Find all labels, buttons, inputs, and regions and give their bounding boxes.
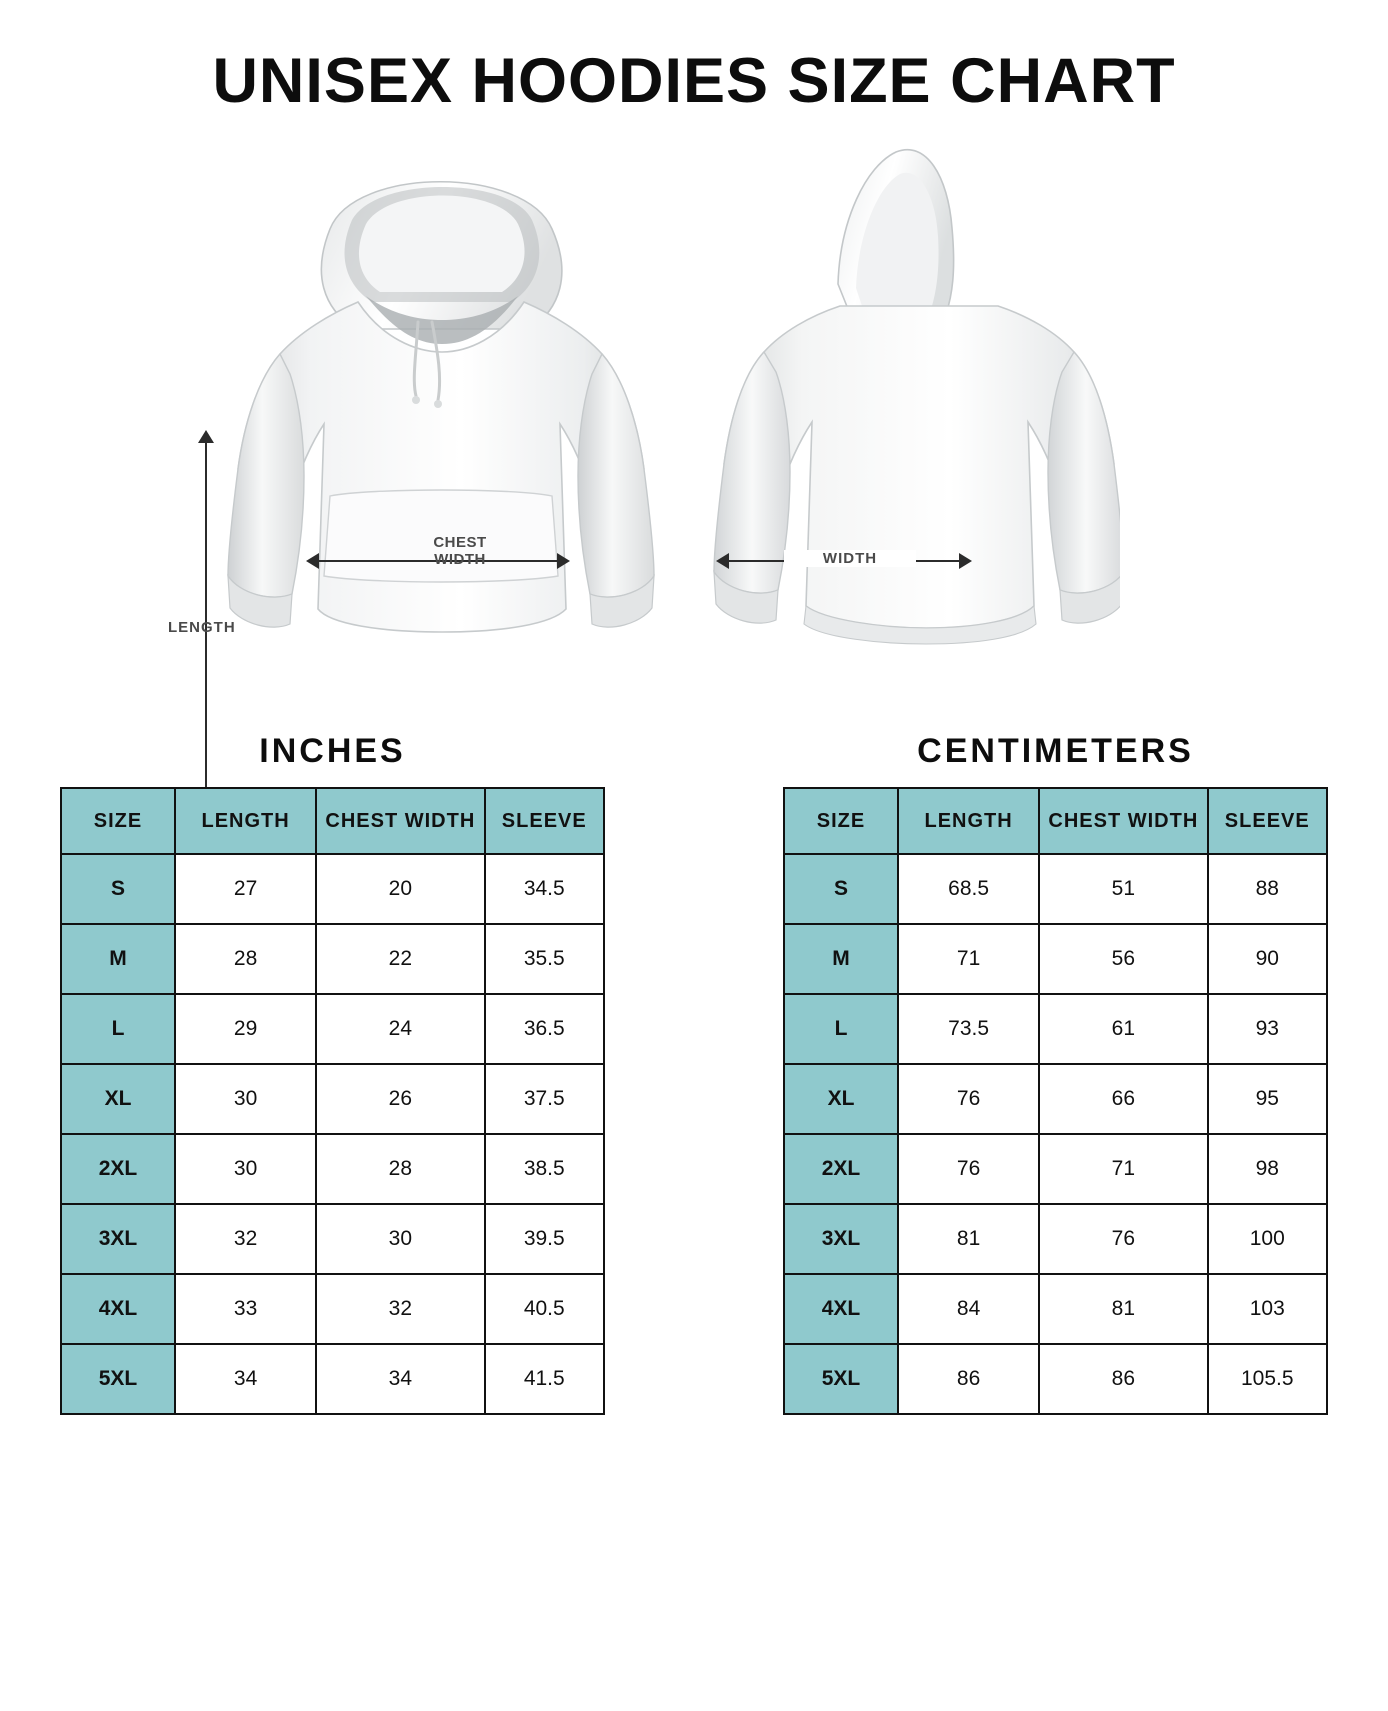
column-header-chest-width: CHEST WIDTH [1039,788,1207,854]
cell-chest-width: 30 [316,1204,484,1274]
length-measure-label: LENGTH [168,619,236,637]
size-tables [0,732,1388,1415]
column-header-size: SIZE [784,788,898,854]
table-row [61,1064,604,1134]
table-row [61,1274,604,1344]
table-row [61,1344,604,1414]
cell-sleeve: 103 [1208,1274,1327,1344]
cell-chest-width: 28 [316,1134,484,1204]
inches-table-block [60,732,605,1415]
cell-length: 29 [175,994,316,1064]
chest-width-measure-label [400,534,520,569]
cell-length: 33 [175,1274,316,1344]
hoodie-front-view [180,124,700,684]
cell-size: 2XL [784,1134,898,1204]
cell-sleeve: 35.5 [485,924,604,994]
table-row [61,1204,604,1274]
cell-length: 68.5 [898,854,1039,924]
table-row [61,1134,604,1204]
cell-chest-width: 56 [1039,924,1207,994]
inches-size-table [60,787,605,1415]
table-row [61,854,604,924]
cell-size: L [61,994,175,1064]
cell-chest-width: 24 [316,994,484,1064]
chest-width-label-line2: WIDTH [434,551,486,569]
cell-size: 4XL [784,1274,898,1344]
cell-chest-width: 76 [1039,1204,1207,1274]
cell-chest-width: 32 [316,1274,484,1344]
cell-length: 30 [175,1064,316,1134]
column-header-chest-width: CHEST WIDTH [316,788,484,854]
table-row [784,1134,1327,1204]
cell-chest-width: 71 [1039,1134,1207,1204]
cell-sleeve: 93 [1208,994,1327,1064]
cell-size: 4XL [61,1274,175,1344]
cell-sleeve: 39.5 [485,1204,604,1274]
cell-size: 5XL [61,1344,175,1414]
cell-sleeve: 105.5 [1208,1344,1327,1414]
page-title: UNISEX HOODIES SIZE CHART [212,46,1176,116]
centimeters-table-title: CENTIMETERS [917,732,1194,771]
cell-sleeve: 40.5 [485,1274,604,1344]
cell-sleeve: 41.5 [485,1344,604,1414]
cell-length: 76 [898,1134,1039,1204]
cell-length: 76 [898,1064,1039,1134]
cell-length: 34 [175,1344,316,1414]
cell-size: S [61,854,175,924]
table-header-row [784,788,1327,854]
cell-chest-width: 26 [316,1064,484,1134]
cell-length: 27 [175,854,316,924]
back-width-measure-label: WIDTH [784,550,916,567]
column-header-size: SIZE [61,788,175,854]
cell-length: 30 [175,1134,316,1204]
cell-sleeve: 88 [1208,854,1327,924]
table-header-row [61,788,604,854]
column-header-sleeve: SLEEVE [1208,788,1327,854]
cell-sleeve: 37.5 [485,1064,604,1134]
cell-size: M [784,924,898,994]
table-row [784,1204,1327,1274]
cell-chest-width: 61 [1039,994,1207,1064]
centimeters-table-block [783,732,1328,1415]
cell-sleeve: 36.5 [485,994,604,1064]
column-header-sleeve: SLEEVE [485,788,604,854]
cell-length: 71 [898,924,1039,994]
cell-chest-width: 34 [316,1344,484,1414]
cell-size: XL [61,1064,175,1134]
cell-length: 81 [898,1204,1039,1274]
cell-sleeve: 38.5 [485,1134,604,1204]
table-row [61,994,604,1064]
centimeters-size-table [783,787,1328,1415]
cell-size: 2XL [61,1134,175,1204]
table-row [784,1344,1327,1414]
chest-width-label-line1: CHEST [433,534,487,552]
cell-size: 5XL [784,1344,898,1414]
table-row [784,924,1327,994]
cell-size: S [784,854,898,924]
cell-size: 3XL [61,1204,175,1274]
table-row [784,994,1327,1064]
hoodie-illustrations [0,124,1388,714]
cell-sleeve: 90 [1208,924,1327,994]
cell-chest-width: 20 [316,854,484,924]
cell-chest-width: 51 [1039,854,1207,924]
table-row [784,1064,1327,1134]
cell-length: 84 [898,1274,1039,1344]
cell-sleeve: 100 [1208,1204,1327,1274]
cell-size: XL [784,1064,898,1134]
cell-chest-width: 81 [1039,1274,1207,1344]
cell-sleeve: 95 [1208,1064,1327,1134]
cell-chest-width: 86 [1039,1344,1207,1414]
cell-length: 86 [898,1344,1039,1414]
cell-size: L [784,994,898,1064]
column-header-length: LENGTH [898,788,1039,854]
cell-sleeve: 34.5 [485,854,604,924]
cell-length: 32 [175,1204,316,1274]
cell-length: 73.5 [898,994,1039,1064]
cell-size: M [61,924,175,994]
table-row [784,854,1327,924]
table-row [61,924,604,994]
cell-sleeve: 98 [1208,1134,1327,1204]
cell-size: 3XL [784,1204,898,1274]
column-header-length: LENGTH [175,788,316,854]
hoodie-back-view [690,124,1120,684]
cell-chest-width: 22 [316,924,484,994]
inches-table-title: INCHES [259,732,406,771]
cell-length: 28 [175,924,316,994]
table-row [784,1274,1327,1344]
cell-chest-width: 66 [1039,1064,1207,1134]
